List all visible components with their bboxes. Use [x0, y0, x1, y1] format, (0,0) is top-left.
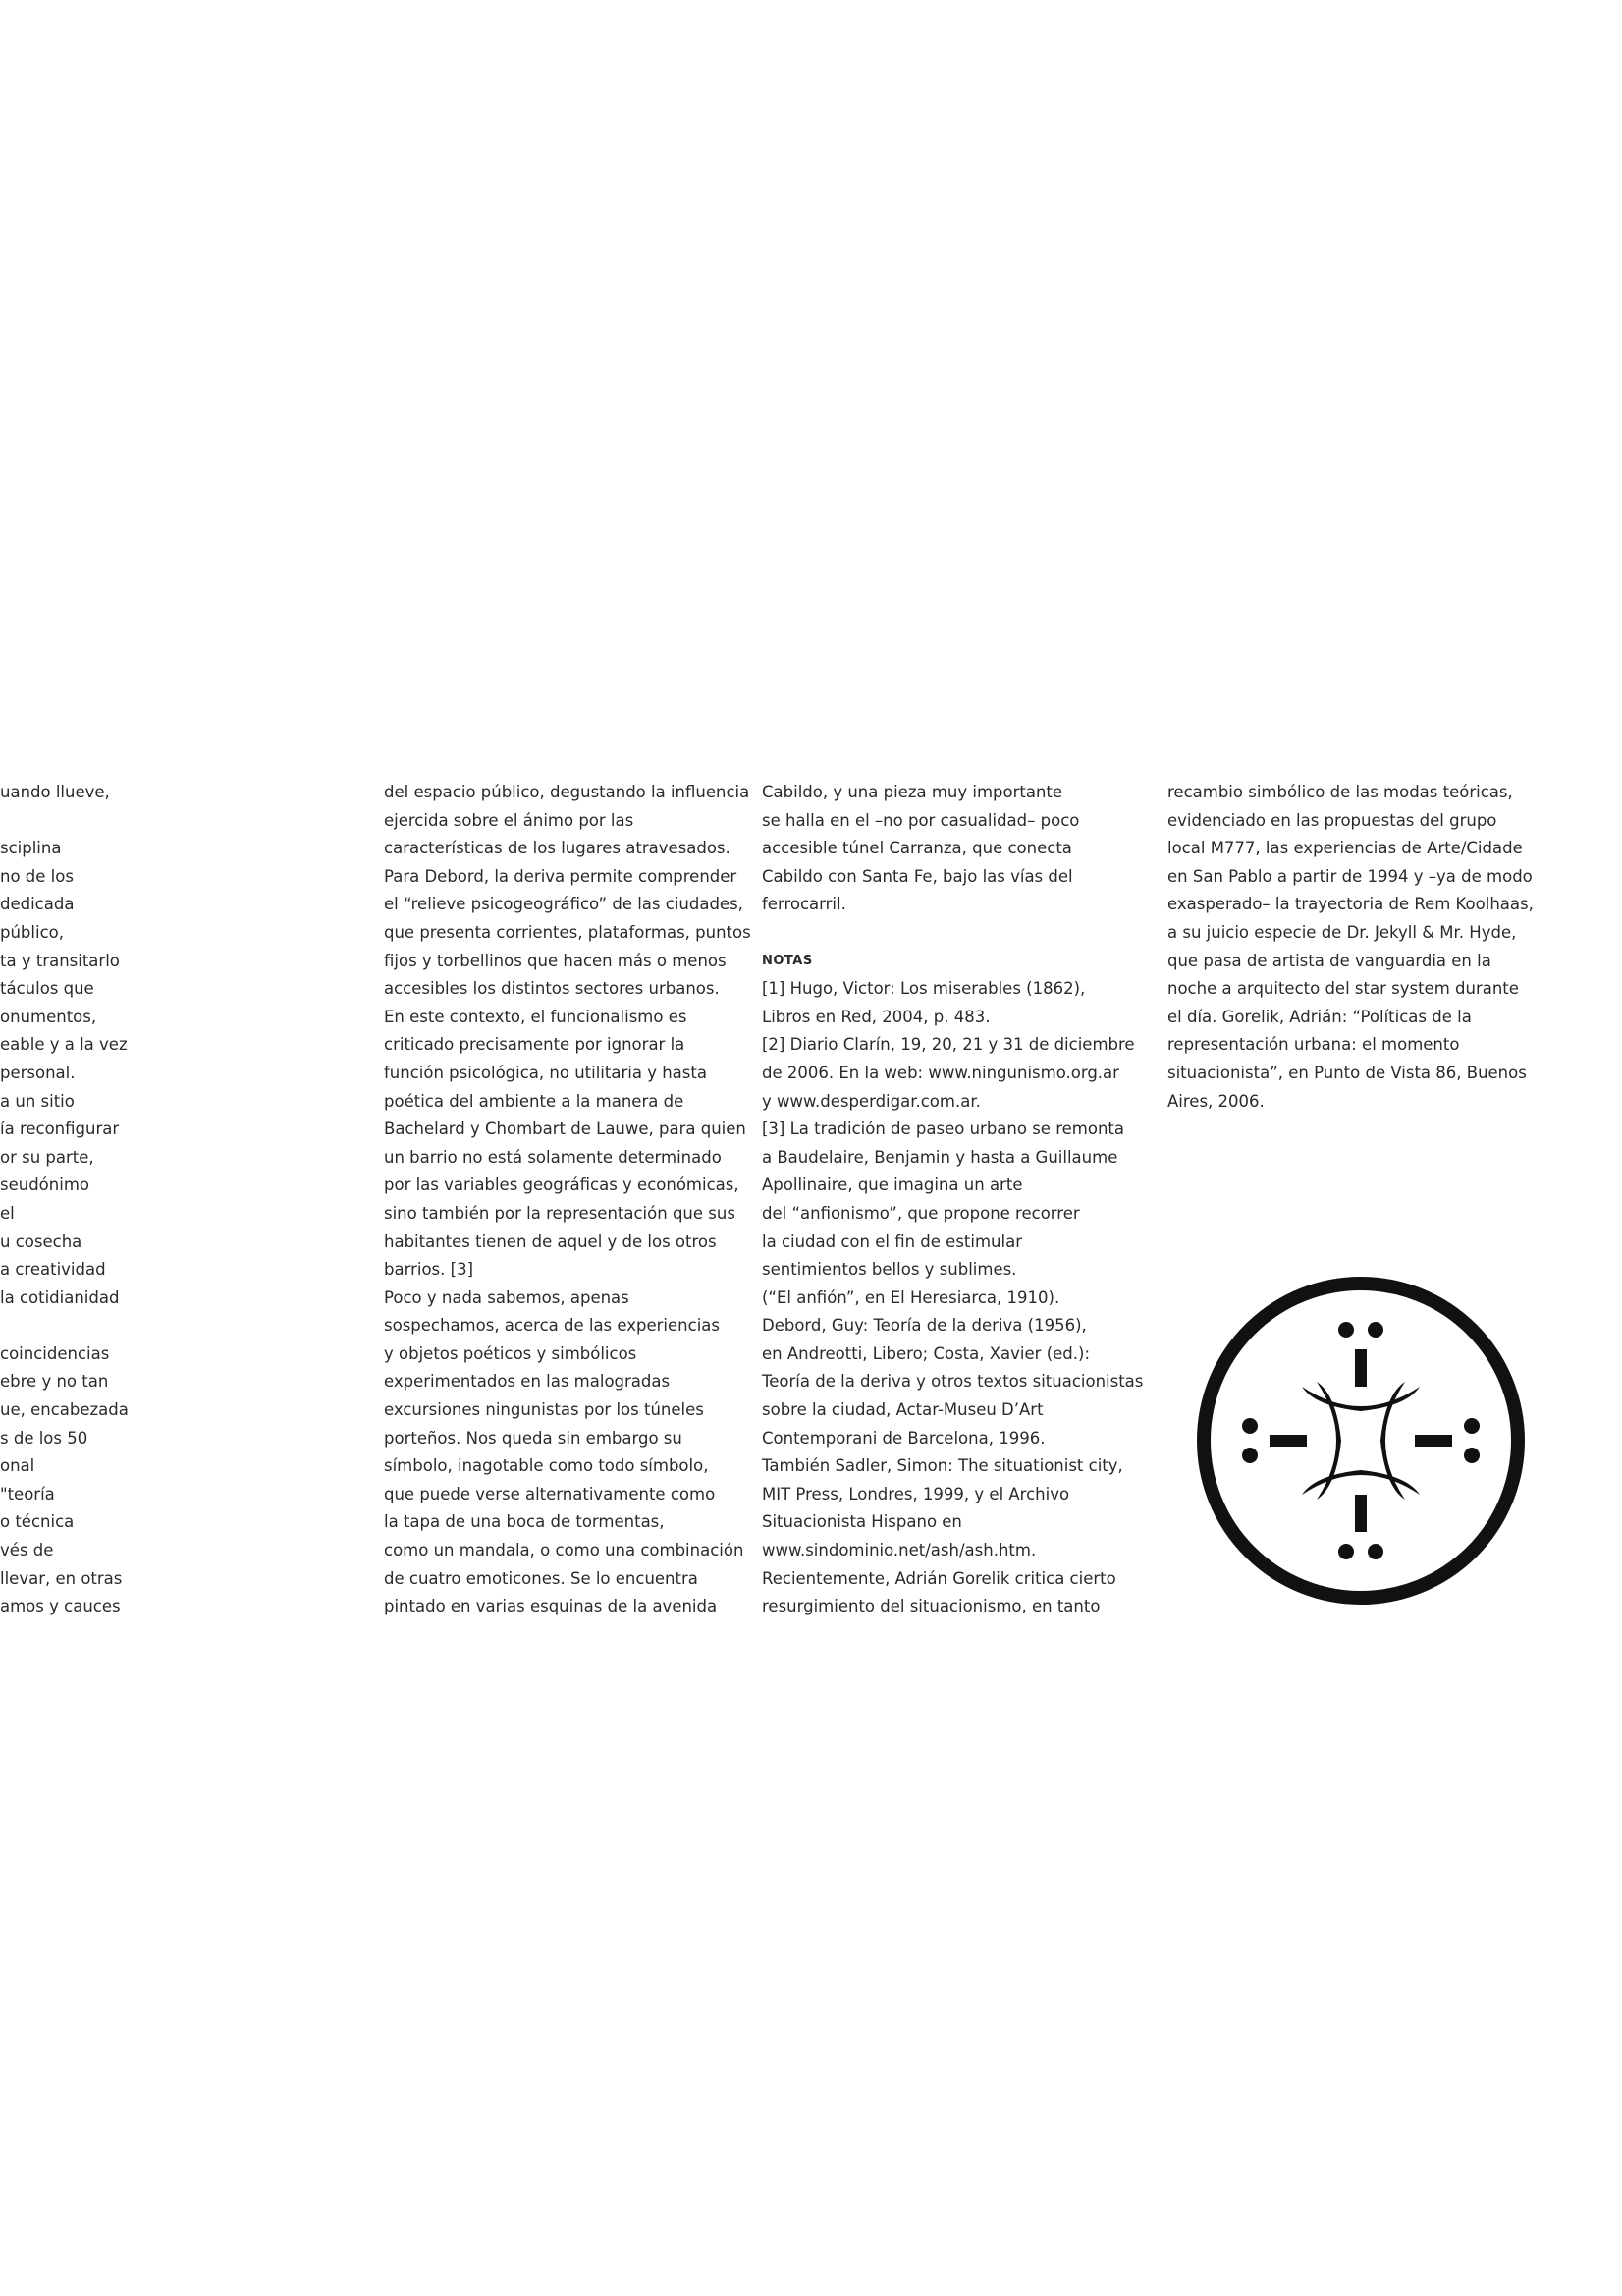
text-line: que presenta corrientes, plataformas, puntos — [384, 922, 751, 942]
text-line: Debord, Guy: Teoría de la deriva (1956), — [762, 1316, 1087, 1336]
text-line: y objetos poéticos y simbólicos — [384, 1343, 637, 1363]
text-line: ferrocarril. — [762, 895, 846, 914]
text-line: [1] Hugo, Victor: Los miserables (1862), — [762, 979, 1086, 999]
text-column-2 — [384, 779, 751, 1621]
text-line: vés de — [0, 1541, 54, 1560]
text-line: coincidencias — [0, 1343, 110, 1363]
text-line: Recientemente, Adrián Gorelik critica cierto — [762, 1568, 1116, 1588]
text-line: situacionista”, en Punto de Vista 86, Buenos — [1167, 1063, 1527, 1082]
text-column-3-notes — [762, 779, 1144, 1621]
text-line: función psicológica, no utilitaria y hasta — [384, 1063, 707, 1082]
text-line: local M777, las experiencias de Arte/Cidade — [1167, 839, 1523, 858]
text-line: se halla en el –no por casualidad– poco — [762, 810, 1080, 830]
text-line: Teoría de la deriva y otros textos situacionistas — [762, 1372, 1144, 1392]
text-line: que pasa de artista de vanguardia en la — [1167, 951, 1491, 970]
text-line: amos y cauces — [0, 1597, 121, 1616]
text-line: excursiones ningunistas por los túneles — [384, 1400, 704, 1420]
text-line: noche a arquitecto del star system durante — [1167, 979, 1519, 999]
text-line — [0, 807, 137, 836]
text-line: En este contexto, el funcionalismo es — [384, 1007, 687, 1026]
text-line: or su parte, — [0, 1147, 94, 1167]
text-line: el día. Gorelik, Adrián: “Políticas de la — [1167, 1007, 1472, 1026]
text-line: habitantes tienen de aquel y de los otros — [384, 1231, 717, 1251]
text-line: onal — [0, 1456, 35, 1476]
text-line: representación urbana: el momento — [1167, 1035, 1460, 1055]
text-line: u cosecha — [0, 1231, 82, 1251]
text-line: sentimientos bellos y sublimes. — [762, 1260, 1017, 1280]
text-line: Contemporani de Barcelona, 1996. — [762, 1428, 1046, 1448]
text-line: Bachelard y Chombart de Lauwe, para quien — [384, 1120, 746, 1139]
text-line: por las variables geográficas y económicas, — [384, 1175, 739, 1195]
text-line: del “anfionismo”, que propone recorrer — [762, 1203, 1080, 1223]
text-line: Situacionista Hispano en — [762, 1512, 962, 1532]
ningunista-symbol-icon — [1189, 1269, 1533, 1613]
text-line: [2] Diario Clarín, 19, 20, 21 y 31 de diciembre — [762, 1035, 1135, 1055]
text-line: Aires, 2006. — [1167, 1091, 1265, 1111]
text-line: ue, encabezada — [0, 1400, 129, 1420]
text-line: símbolo, inagotable como todo símbolo, — [384, 1456, 709, 1476]
text-line: táculos que — [0, 979, 94, 999]
text-line: s de los 50 — [0, 1428, 88, 1448]
text-line: poética del ambiente a la manera de — [384, 1091, 684, 1111]
text-line: sobre la ciudad, Actar-Museu D’Art — [762, 1400, 1044, 1420]
text-line: Libros en Red, 2004, p. 483. — [762, 1007, 991, 1026]
text-line: del espacio público, degustando la influencia — [384, 783, 750, 801]
text-line: como un mandala, o como una combinación — [384, 1541, 744, 1560]
text-line: de 2006. En la web: www.ningunismo.org.ar — [762, 1063, 1119, 1082]
text-line: la tapa de una boca de tormentas, — [384, 1512, 665, 1532]
notes-heading: NOTAS — [762, 953, 813, 968]
text-line: Para Debord, la deriva permite comprender — [384, 866, 737, 886]
text-line: pintado en varias esquinas de la avenida — [384, 1597, 718, 1616]
text-line: resurgimiento del situacionismo, en tanto — [762, 1597, 1101, 1616]
text-line: criticado precisamente por ignorar la — [384, 1035, 685, 1055]
text-line: a su juicio especie de Dr. Jekyll & Mr. Hyde, — [1167, 922, 1517, 942]
text-line: o técnica — [0, 1512, 75, 1532]
text-line: público, — [0, 922, 64, 942]
text-line: en San Pablo a partir de 1994 y –ya de modo — [1167, 866, 1533, 886]
text-line: llevar, en otras — [0, 1568, 123, 1588]
text-line: uando llueve, — [0, 783, 110, 801]
text-line: Apollinaire, que imagina un arte — [762, 1175, 1023, 1195]
text-line: el “relieve psicogeográfico” de las ciudades, — [384, 895, 743, 914]
text-line: exasperado– la trayectoria de Rem Koolhaas, — [1167, 895, 1534, 914]
text-line: ebre y no tan — [0, 1372, 109, 1392]
text-line: evidenciado en las propuestas del grupo — [1167, 810, 1497, 830]
text-line: eable y a la vez — [0, 1035, 128, 1055]
text-line — [0, 1312, 137, 1340]
text-line: que puede verse alternativamente como — [384, 1484, 716, 1503]
text-line: experimentados en las malogradas — [384, 1372, 671, 1392]
text-line: ejercida sobre el ánimo por las — [384, 810, 634, 830]
text-line: fijos y torbellinos que hacen más o menos — [384, 951, 727, 970]
text-column-4 — [1167, 779, 1541, 1116]
text-line: accesible túnel Carranza, que conecta — [762, 839, 1072, 858]
text-line: barrios. [3] — [384, 1260, 473, 1280]
text-line: (“El anfión”, en El Heresiarca, 1910). — [762, 1287, 1060, 1307]
text-line: "teoría — [0, 1484, 55, 1503]
text-line: recambio simbólico de las modas teóricas, — [1167, 783, 1513, 801]
text-line: onumentos, — [0, 1007, 97, 1026]
text-line: Cabildo, y una pieza muy importante — [762, 783, 1063, 801]
text-line: un barrio no está solamente determinado — [384, 1147, 722, 1167]
text-line: ía reconfigurar — [0, 1120, 120, 1139]
text-line: personal. — [0, 1063, 76, 1082]
text-line: la cotidianidad — [0, 1287, 120, 1307]
text-line: y www.desperdigar.com.ar. — [762, 1091, 981, 1111]
text-line: sciplina — [0, 839, 62, 858]
text-line: ta y transitarlo — [0, 951, 120, 970]
text-line: MIT Press, Londres, 1999, y el Archivo — [762, 1484, 1070, 1503]
text-line: www.sindominio.net/ash/ash.htm. — [762, 1541, 1037, 1560]
text-line: en Andreotti, Libero; Costa, Xavier (ed.): — [762, 1343, 1091, 1363]
text-line: [3] La tradición de paseo urbano se remonta — [762, 1120, 1124, 1139]
text-line: a un sitio — [0, 1091, 75, 1111]
text-line: no de los — [0, 866, 74, 886]
text-line: Cabildo con Santa Fe, bajo las vías del — [762, 866, 1073, 886]
text-line: el — [0, 1203, 15, 1223]
text-line: sospechamos, acerca de las experiencias — [384, 1316, 720, 1336]
text-line — [762, 919, 1125, 948]
text-line: a creatividad — [0, 1260, 106, 1280]
text-line: sino también por la representación que sus — [384, 1203, 735, 1223]
text-line: características de los lugares atravesados. — [384, 839, 730, 858]
text-line: de cuatro emoticones. Se lo encuentra — [384, 1568, 698, 1588]
text-line: a Baudelaire, Benjamin y hasta a Guillaume — [762, 1147, 1118, 1167]
text-line: accesibles los distintos sectores urbanos. — [384, 979, 720, 999]
text-line: seudónimo — [0, 1175, 89, 1195]
text-line: Poco y nada sabemos, apenas — [384, 1287, 629, 1307]
text-line: la ciudad con el fin de estimular — [762, 1231, 1022, 1251]
text-column-1 — [0, 779, 137, 1621]
text-line: dedicada — [0, 895, 75, 914]
text-line: También Sadler, Simon: The situationist city, — [762, 1456, 1123, 1476]
text-line: porteños. Nos queda sin embargo su — [384, 1428, 682, 1448]
